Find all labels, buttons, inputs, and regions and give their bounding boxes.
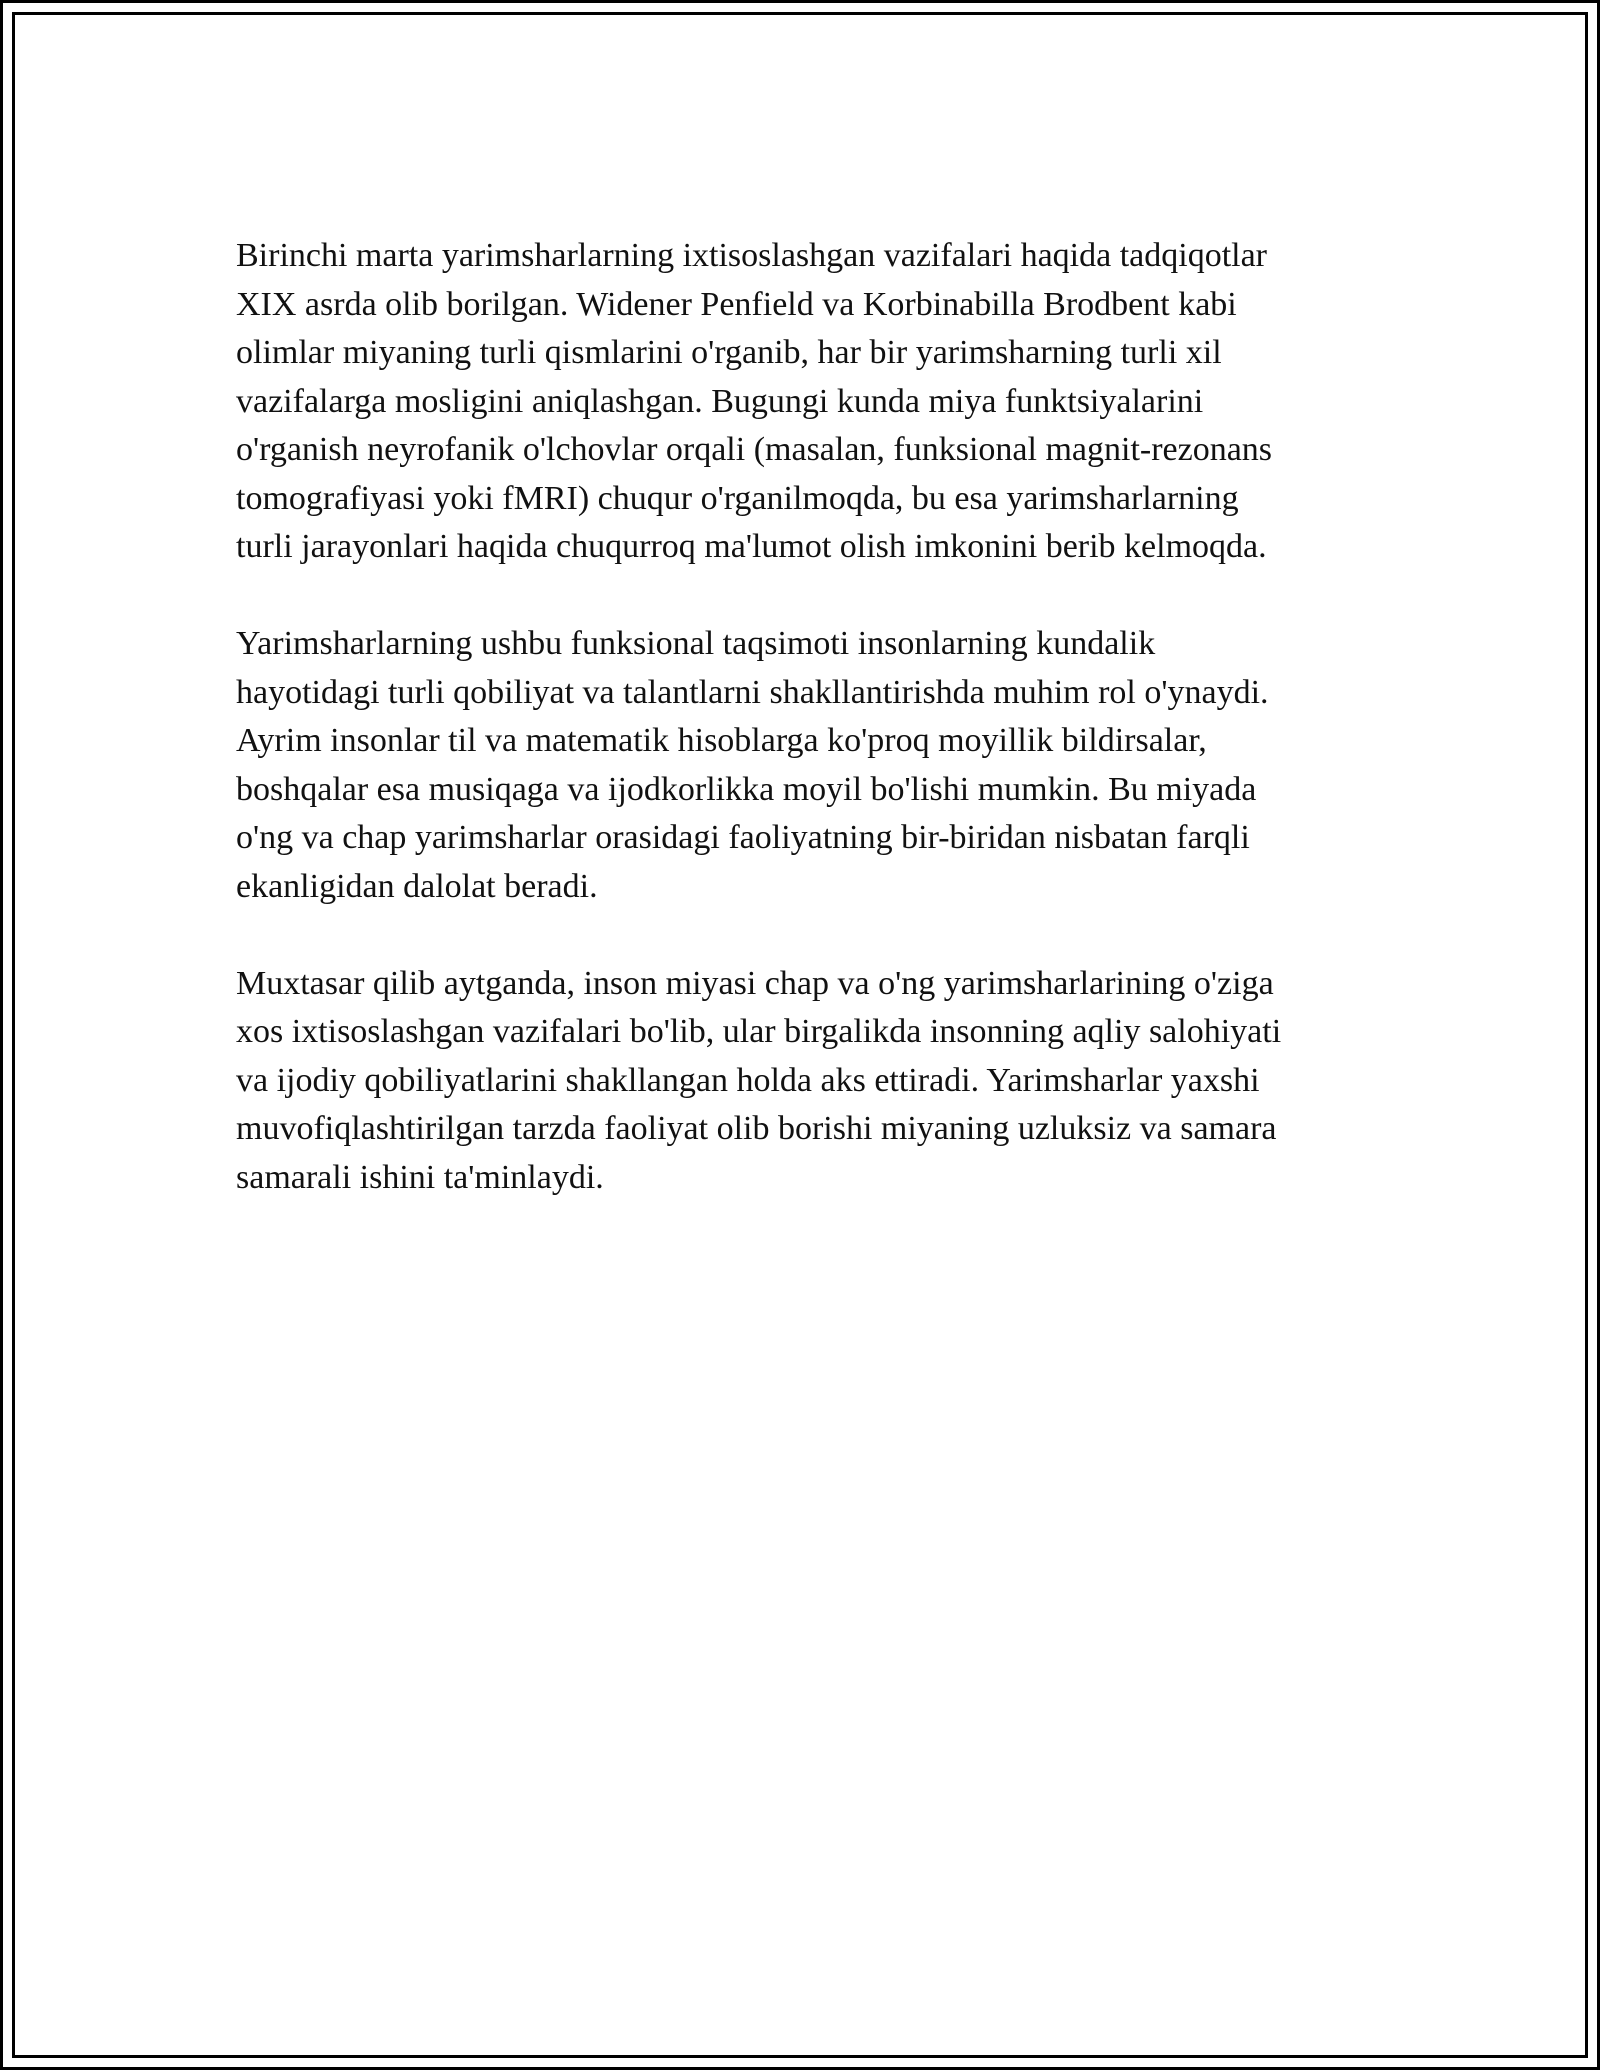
- text-line: samarali ishini ta'minlaydi.: [236, 1158, 604, 1196]
- text-line: o'rganish neyrofanik o'lchovlar orqali (masalan, funksional magnit-rezonans: [236, 431, 1273, 468]
- text-line: Ayrim insonlar til va matematik hisoblarga ko'proq moyillik bildirsalar,: [236, 722, 1207, 759]
- text-line: Birinchi marta yarimsharlarning ixtisoslashgan vazifalari haqida tadqiqotlar: [236, 237, 1268, 274]
- text-line: XIX asrda olib borilgan. Widener Penfield va Korbinabilla Brodbent kabi: [236, 285, 1237, 323]
- text-line: ekanligidan dalolat beradi.: [236, 867, 598, 905]
- document-body: [236, 232, 1386, 1202]
- text-line: va ijodiy qobiliyatlarini shakllangan holda aks ettiradi. Yarimsharlar yaxshi: [236, 1061, 1260, 1099]
- paragraph-gap: [236, 572, 1386, 621]
- paragraph-3: [236, 960, 1386, 1203]
- paragraph-2: [236, 620, 1386, 911]
- paragraph-gap: [236, 911, 1386, 960]
- paragraph-1: [236, 232, 1386, 572]
- text-line: turli jarayonlari haqida chuqurroq ma'lumot olish imkonini berib kelmoqda.: [236, 528, 1267, 565]
- text-line: vazifalarga mosligini aniqlashgan. Bugungi kunda miya funktsiyalarini: [236, 382, 1204, 420]
- text-line: boshqalar esa musiqaga va ijodkorlikka moyil bo'lishi mumkin. Bu miyada: [236, 770, 1257, 808]
- text-line: o'ng va chap yarimsharlar orasidagi faoliyatning bir-biridan nisbatan farqli: [236, 819, 1250, 856]
- text-line: olimlar miyaning turli qismlarini o'rganib, har bir yarimsharning turli xil: [236, 334, 1222, 371]
- text-line: xos ixtisoslashgan vazifalari bo'lib, ular birgalikda insonning aqliy salohiyati: [236, 1013, 1282, 1050]
- text-line: Muxtasar qilib aytganda, inson miyasi chap va o'ng yarimsharlarining o'ziga: [236, 964, 1274, 1002]
- text-line: muvofiqlashtirilgan tarzda faoliyat olib borishi miyaning uzluksiz va samara: [236, 1110, 1277, 1147]
- text-line: hayotidagi turli qobiliyat va talantlarni shakllantirishda muhim rol o'ynaydi.: [236, 673, 1269, 711]
- text-line: Yarimsharlarning ushbu funksional taqsimoti insonlarning kundalik: [236, 625, 1156, 662]
- text-line: tomografiyasi yoki fMRI) chuqur o'rganilmoqda, bu esa yarimsharlarning: [236, 479, 1239, 517]
